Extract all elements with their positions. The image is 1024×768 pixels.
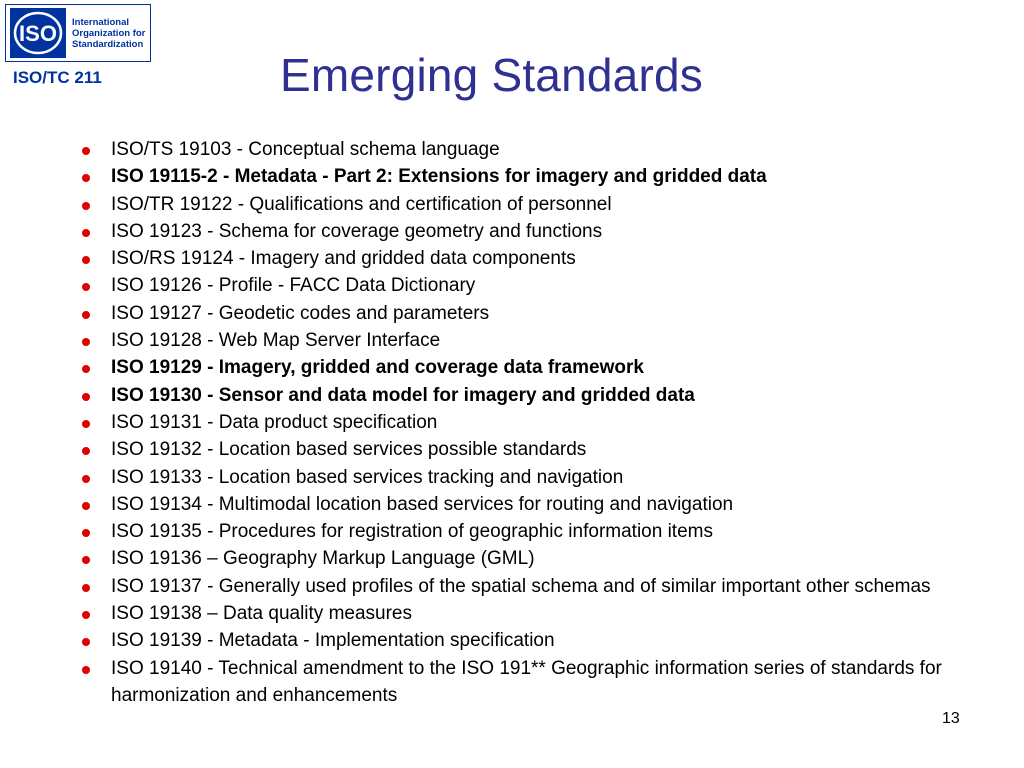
bullet-icon	[82, 174, 90, 182]
list-item	[80, 518, 960, 545]
list-item	[80, 272, 960, 299]
bullet-icon	[82, 338, 90, 346]
list-item-text: ISO 19133 - Location based services tracking and navigation	[111, 466, 624, 488]
bullet-icon	[82, 611, 90, 619]
list-item-text: ISO/RS 19124 - Imagery and gridded data components	[111, 248, 576, 270]
list-item	[80, 382, 960, 409]
tc-label: ISO/TC 211	[13, 68, 102, 87]
list-item-text: ISO 19127 - Geodetic codes and parameters	[111, 302, 490, 324]
bullet-icon	[82, 365, 90, 373]
bullet-icon	[82, 256, 90, 264]
list-item-text: ISO 19137 - Generally used profiles of the spatial schema and of similar important other schemas	[111, 575, 931, 597]
list-item-text: ISO 19123 - Schema for coverage geometry and functions	[111, 220, 603, 242]
list-item	[80, 245, 960, 272]
list-item-text: ISO 19136 – Geography Markup Language (GML)	[111, 548, 535, 570]
bullet-icon	[82, 229, 90, 237]
bullet-icon	[82, 420, 90, 428]
bullet-icon	[82, 502, 90, 510]
bullet-icon	[82, 311, 90, 319]
list-item-text: ISO 19140 - Technical amendment to the ISO 191** Geographic information series of standards for harmonization and enhancements	[111, 657, 942, 706]
list-item	[80, 163, 960, 190]
list-item-text: ISO 19130 - Sensor and data model for imagery and gridded data	[111, 384, 695, 406]
bullet-icon	[82, 147, 90, 155]
list-item-text: ISO/TR 19122 - Qualifications and certification of personnel	[111, 193, 612, 215]
iso-logo-mark	[10, 8, 66, 58]
iso-logo-text	[72, 17, 145, 50]
list-item	[80, 409, 960, 436]
list-item-text: ISO 19131 - Data product specification	[111, 411, 438, 433]
iso-logo	[5, 4, 151, 62]
list-item-text: ISO 19134 - Multimodal location based services for routing and navigation	[111, 493, 734, 515]
bullet-icon	[82, 666, 90, 674]
list-item	[80, 655, 960, 710]
logo-line: Organization for	[72, 27, 146, 39]
list-item-text: ISO/TS 19103 - Conceptual schema language	[111, 139, 500, 160]
bullet-icon	[82, 447, 90, 455]
list-item	[80, 354, 960, 381]
list-item	[80, 300, 960, 327]
list-item-text: ISO 19129 - Imagery, gridded and coverage data framework	[111, 357, 644, 379]
list-item-text: ISO 19126 - Profile - FACC Data Dictionary	[111, 275, 476, 297]
list-item-text: ISO 19138 – Data quality measures	[111, 603, 413, 625]
list-item	[80, 600, 960, 627]
bullet-icon	[82, 584, 90, 592]
bullet-icon	[82, 556, 90, 564]
list-item-text: ISO 19128 - Web Map Server Interface	[111, 330, 441, 352]
page-number: 13	[942, 710, 960, 727]
list-item-text: ISO 19135 - Procedures for registration of geographic information items	[111, 521, 713, 543]
list-item	[80, 136, 960, 163]
bullet-icon	[82, 638, 90, 646]
list-item-text: ISO 19132 - Location based services possible standards	[111, 439, 587, 461]
list-item	[80, 327, 960, 354]
list-item	[80, 191, 960, 218]
iso-logo-mark-text: ISO	[19, 21, 57, 46]
list-item	[80, 218, 960, 245]
bullet-icon	[82, 393, 90, 401]
list-item	[80, 545, 960, 572]
list-item	[80, 436, 960, 463]
standards-list	[80, 136, 960, 709]
logo-line: International	[72, 16, 130, 28]
bullet-icon	[82, 202, 90, 210]
list-item	[80, 573, 960, 600]
slide-title: Emerging Standards	[280, 49, 703, 101]
list-item	[80, 627, 960, 654]
list-item	[80, 464, 960, 491]
bullet-icon	[82, 529, 90, 537]
list-item-text: ISO 19139 - Metadata - Implementation specification	[111, 630, 555, 652]
list-item	[80, 491, 960, 518]
bullet-icon	[82, 283, 90, 291]
bullet-icon	[82, 475, 90, 483]
list-item-text: ISO 19115-2 - Metadata - Part 2: Extensions for imagery and gridded data	[111, 166, 767, 188]
logo-line: Standardization	[72, 38, 144, 50]
